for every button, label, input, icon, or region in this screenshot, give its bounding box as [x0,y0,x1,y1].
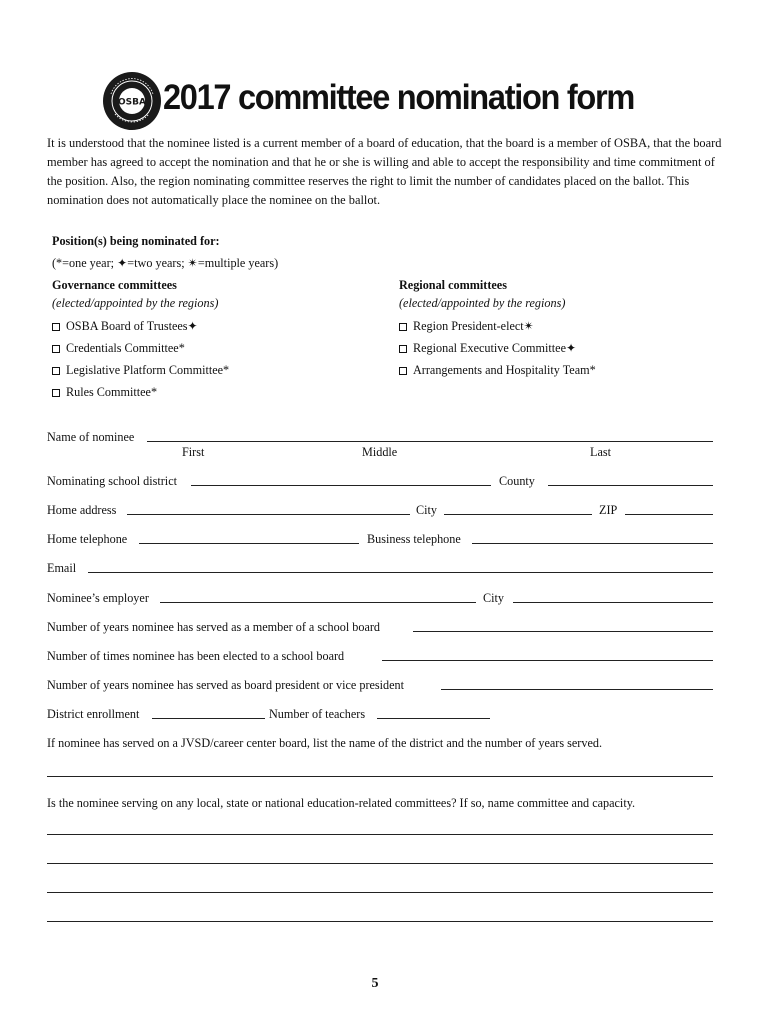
label-employer-city: City [483,591,504,605]
seal-icon [103,72,161,130]
checkbox-icon[interactable] [52,323,60,331]
label-first: First [182,445,205,459]
checkbox-icon[interactable] [52,389,60,397]
checkbox-osba-board[interactable]: OSBA Board of Trustees✦ [52,318,198,334]
checkbox-rules[interactable]: Rules Committee* [52,384,157,400]
label-zip: ZIP [599,503,618,517]
regional-heading: Regional committees [399,278,507,292]
input-years-member[interactable] [413,631,713,632]
page-title: 2017 committee nomination form [163,78,635,117]
label-email: Email [47,561,77,575]
input-email[interactable] [88,572,713,573]
governance-heading: Governance committees [52,278,177,292]
checkbox-icon[interactable] [399,323,407,331]
input-employer-city[interactable] [513,602,713,603]
input-committees-answer-line-4[interactable] [47,921,713,922]
label-home-telephone: Home telephone [47,532,128,546]
label-home-address: Home address [47,503,117,517]
label-jvsd-question: If nominee has served on a JVSD/career center board, list the name of the district and the number of years served. [47,736,603,750]
label-business-telephone: Business telephone [367,532,461,546]
input-name-of-nominee[interactable] [147,441,713,442]
input-home-address[interactable] [127,514,410,515]
checkbox-region-president[interactable]: Region President-elect✴ [399,318,534,334]
input-times-elected[interactable] [382,660,713,661]
label-name-of-nominee: Name of nominee [47,430,135,444]
svg-text:OSBA: OSBA [118,97,146,108]
checkbox-icon[interactable] [52,345,60,353]
positions-legend: (*=one year; ✦=two years; ✴=multiple years) [52,256,279,270]
osba-seal-logo [103,72,161,130]
label-employer: Nominee’s employer [47,591,149,605]
label-committees-question: Is the nominee serving on any local, state or national education-related committees? If so, name committee and capacity. [47,796,636,810]
input-city[interactable] [444,514,592,515]
checkbox-credentials[interactable]: Credentials Committee* [52,340,185,356]
label-city: City [416,503,437,517]
input-zip[interactable] [625,514,713,515]
checkbox-legislative[interactable]: Legislative Platform Committee* [52,362,229,378]
regional-sub: (elected/appointed by the regions) [399,296,566,310]
checkbox-icon[interactable] [52,367,60,375]
input-employer[interactable] [160,602,476,603]
label-times-elected: Number of times nominee has been elected to a school board [47,649,345,663]
page-number: 5 [371,976,379,991]
checkbox-icon[interactable] [399,345,407,353]
input-business-telephone[interactable] [472,543,713,544]
label-last: Last [590,445,611,459]
label-county: County [499,474,535,488]
label-years-member: Number of years nominee has served as a member of a school board [47,620,381,634]
input-jvsd-answer[interactable] [47,776,713,777]
input-county[interactable] [548,485,713,486]
input-number-of-teachers[interactable] [377,718,490,719]
label-district-enrollment: District enrollment [47,707,140,721]
label-middle: Middle [362,445,398,459]
input-committees-answer-line-1[interactable] [47,834,713,835]
label-number-of-teachers: Number of teachers [269,707,366,721]
positions-heading: Position(s) being nominated for: [52,234,220,248]
input-committees-answer-line-3[interactable] [47,892,713,893]
input-years-president[interactable] [441,689,713,690]
checkbox-regional-executive[interactable]: Regional Executive Committee✦ [399,340,576,356]
checkbox-arrangements[interactable]: Arrangements and Hospitality Team* [399,362,596,378]
checkbox-icon[interactable] [399,367,407,375]
input-nominating-district[interactable] [191,485,491,486]
label-nominating-district: Nominating school district [47,474,177,488]
intro-paragraph: It is understood that the nominee listed is a current member of a board of education, that the board is a member of OSBA, that the board member has agreed to accept the nomination and that he or she is willing and able to accept the responsibility and time commitment of the position. Also, the region nominating committee reserves the right to limit the number of candidates placed on the ballot. This nomination does not automatically place the nominee on the ballot. [47,136,722,208]
input-home-telephone[interactable] [139,543,359,544]
governance-sub: (elected/appointed by the regions) [52,296,219,310]
label-years-president: Number of years nominee has served as board president or vice president [47,678,405,692]
input-committees-answer-line-2[interactable] [47,863,713,864]
input-district-enrollment[interactable] [152,718,265,719]
